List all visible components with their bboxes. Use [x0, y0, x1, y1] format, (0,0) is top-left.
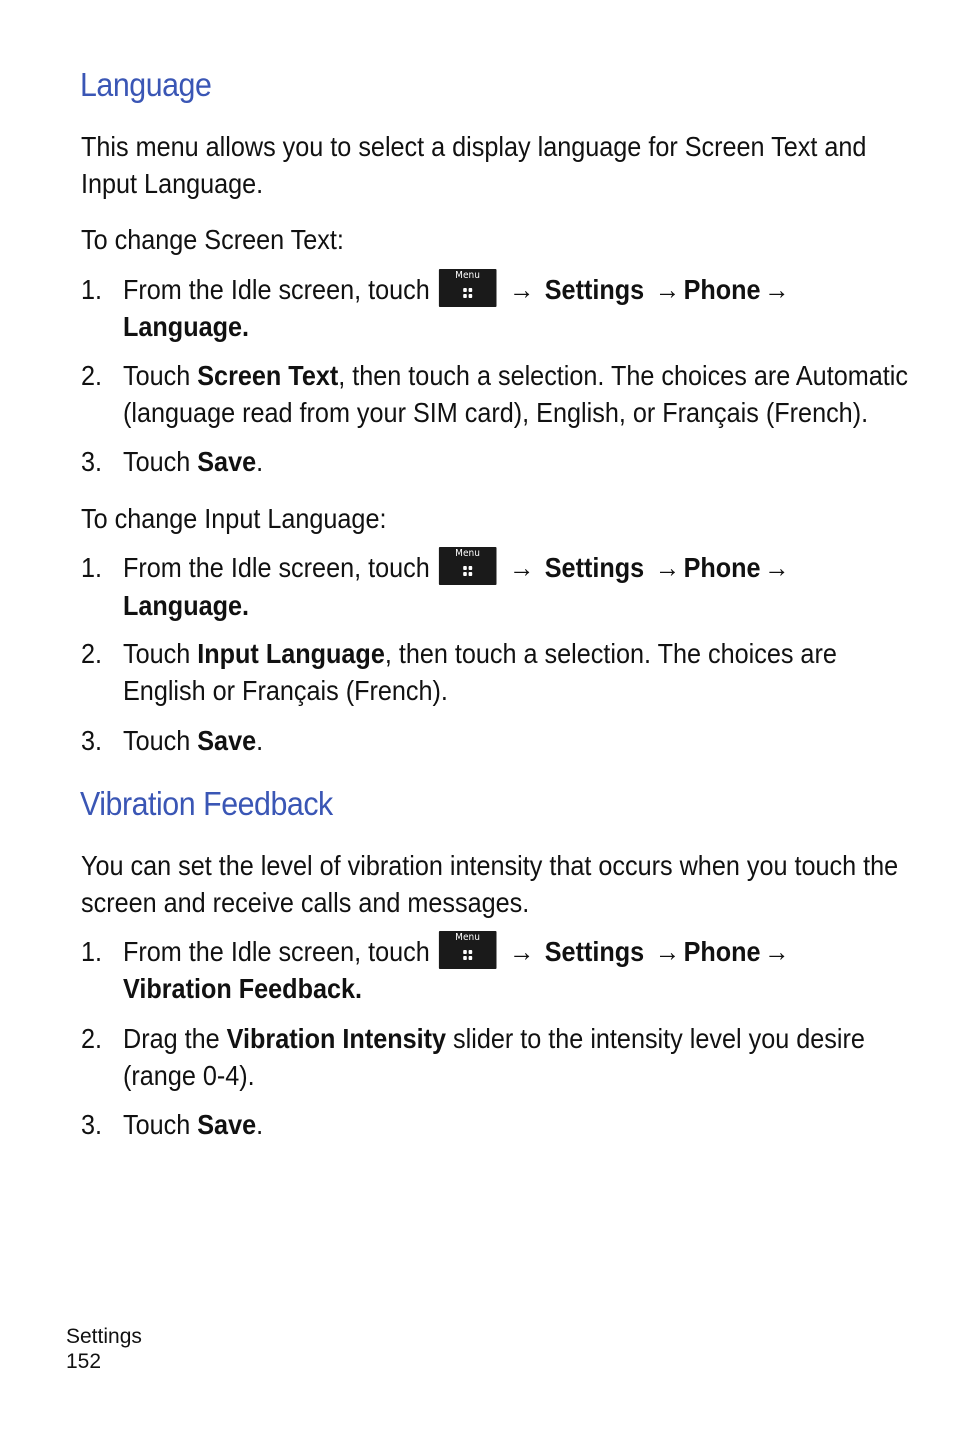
step-number: 2.	[81, 360, 103, 391]
step-text: .	[256, 725, 264, 756]
step-text: Drag the	[123, 1023, 220, 1054]
step-body	[123, 443, 263, 480]
step-number: 1.	[81, 552, 103, 583]
arrow-icon: →	[764, 552, 790, 583]
step-body	[123, 635, 837, 672]
screen-text-label: Screen Text	[197, 360, 339, 391]
menu-icon	[439, 931, 497, 969]
step-body: (range 0-4).	[123, 1060, 255, 1091]
step-text: Touch	[123, 638, 191, 669]
step-number: 2.	[81, 1023, 103, 1054]
step-text: From the Idle screen, touch	[123, 552, 430, 583]
vibration-intensity-label: Vibration Intensity	[226, 1023, 447, 1054]
step-number: 2.	[81, 638, 103, 669]
save-label: Save	[197, 725, 257, 756]
language-target: Language.	[123, 590, 250, 621]
vibration-feedback-target: Vibration Feedback.	[123, 973, 363, 1004]
arrow-icon: →	[654, 936, 680, 967]
step-body	[123, 308, 249, 345]
step-text: slider to the intensity level you desire	[446, 1023, 865, 1054]
step-text: , then touch a selection. The choices are Automatic	[338, 360, 908, 391]
menu-icon-label: Menu	[455, 931, 480, 943]
step-text: From the Idle screen, touch	[123, 936, 430, 967]
language-intro-line2: Input Language.	[81, 168, 264, 199]
arrow-icon: →	[654, 274, 680, 305]
input-language-heading: To change Input Language:	[81, 503, 387, 534]
menu-icon	[439, 547, 497, 585]
menu-icon	[439, 269, 497, 307]
step-number: 1.	[81, 936, 103, 967]
step-number: 3.	[81, 725, 103, 756]
step-text: Touch	[123, 725, 191, 756]
arrow-icon: →	[508, 936, 535, 967]
step-body	[123, 549, 793, 589]
input-language-label: Input Language	[197, 638, 385, 669]
arrow-icon: →	[764, 936, 790, 967]
menu-icon-label: Menu	[455, 269, 480, 281]
phone-label: Phone	[683, 552, 761, 583]
step-text: Touch	[123, 1109, 191, 1140]
settings-label: Settings	[544, 936, 645, 967]
step-body	[123, 1020, 865, 1057]
screen-text-heading: To change Screen Text:	[81, 224, 344, 255]
phone-label: Phone	[683, 274, 761, 305]
step-number: 1.	[81, 274, 103, 305]
arrow-icon: →	[508, 552, 535, 583]
section-title-vibration-feedback: Vibration Feedback	[80, 785, 333, 822]
language-target: Language.	[123, 311, 250, 342]
step-body	[123, 722, 263, 759]
language-intro-line1: This menu allows you to select a display language for Screen Text and	[81, 131, 867, 162]
menu-icon-label: Menu	[455, 547, 480, 559]
save-label: Save	[197, 446, 257, 477]
footer-section-name: Settings	[66, 1325, 142, 1348]
arrow-icon: →	[764, 274, 790, 305]
step-number: 3.	[81, 446, 103, 477]
step-body	[123, 1106, 263, 1143]
step-number: 3.	[81, 1109, 103, 1140]
step-body	[123, 970, 362, 1007]
section-title-language: Language	[80, 66, 212, 103]
step-text: From the Idle screen, touch	[123, 274, 430, 305]
step-body	[123, 587, 249, 624]
step-text: , then touch a selection. The choices are	[384, 638, 837, 669]
grid-icon	[463, 566, 472, 576]
settings-label: Settings	[544, 274, 645, 305]
step-text: .	[256, 446, 264, 477]
step-body	[123, 933, 793, 973]
grid-icon	[463, 288, 472, 298]
save-label: Save	[197, 1109, 257, 1140]
grid-icon	[463, 950, 472, 960]
step-body: English or Français (French).	[123, 675, 448, 706]
step-body: (language read from your SIM card), English, or Français (French).	[123, 397, 869, 428]
arrow-icon: →	[508, 274, 535, 305]
step-body	[123, 357, 908, 394]
vibration-intro-line1: You can set the level of vibration intensity that occurs when you touch the	[81, 850, 899, 881]
footer-page-number: 152	[66, 1350, 102, 1373]
settings-label: Settings	[544, 552, 645, 583]
vibration-intro-line2: screen and receive calls and messages.	[81, 887, 530, 918]
arrow-icon: →	[654, 552, 680, 583]
step-text: Touch	[123, 446, 191, 477]
phone-label: Phone	[683, 936, 761, 967]
step-text: .	[256, 1109, 264, 1140]
step-body	[123, 271, 793, 311]
step-text: Touch	[123, 360, 191, 391]
